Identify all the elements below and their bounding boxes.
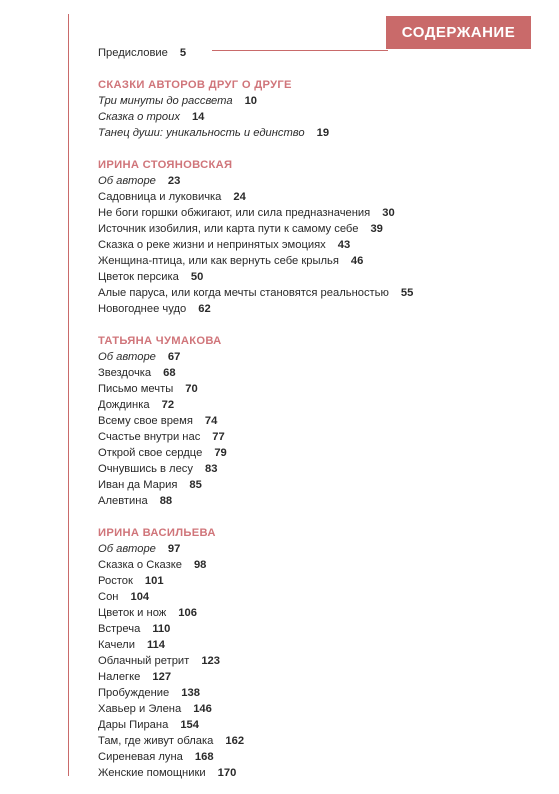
toc-entry-page: 127 <box>152 671 172 683</box>
toc-entry-title: Облачный ретрит <box>98 655 190 667</box>
toc-entry-page: 98 <box>193 559 207 571</box>
toc-entry[interactable] <box>98 541 518 557</box>
toc-entry[interactable] <box>98 413 518 429</box>
toc-entry-title: Источник изобилия, или карта пути к самому себе <box>98 223 359 235</box>
toc-entry[interactable] <box>98 253 518 269</box>
toc-entry[interactable] <box>98 189 518 205</box>
toc-entry-title: Новогоднее чудо <box>98 303 187 315</box>
toc-entry[interactable] <box>98 765 518 781</box>
toc-entry-title: Открой свое сердце <box>98 447 203 459</box>
toc-entry-title: Об авторе <box>98 543 156 555</box>
toc-entry-title: Садовница и луковичка <box>98 191 222 203</box>
toc-entry-title: Иван да Мария <box>98 479 178 491</box>
toc-entry-title: Письмо мечты <box>98 383 174 395</box>
toc-entry-page: 138 <box>181 687 200 699</box>
toc-entry[interactable] <box>98 701 518 717</box>
toc-entry-page: 19 <box>316 127 330 139</box>
toc-entry-title: Женские помощники <box>98 767 206 779</box>
toc-entry[interactable] <box>98 301 518 317</box>
toc-entry[interactable] <box>98 653 518 669</box>
toc-entry[interactable] <box>98 717 518 733</box>
toc-entry-title: Звездочка <box>98 367 152 379</box>
toc-entry-page: 85 <box>189 479 202 491</box>
toc-entry[interactable] <box>98 589 518 605</box>
toc-entry[interactable] <box>98 749 518 765</box>
toc-entry[interactable] <box>98 381 518 397</box>
toc-entry-title: Пробуждение <box>98 687 170 699</box>
toc-entry-page: 62 <box>198 303 211 315</box>
toc-entry-page: 39 <box>370 223 383 235</box>
toc-entry-title: Хавьер и Элена <box>98 703 182 715</box>
section-spacer <box>98 509 518 525</box>
table-of-contents <box>98 45 518 781</box>
toc-entry[interactable] <box>98 173 518 189</box>
toc-entry-title: Сказка о Сказке <box>98 559 182 571</box>
toc-entry-title: Предисловие <box>98 47 168 59</box>
toc-entry[interactable] <box>98 637 518 653</box>
toc-entry-page: 70 <box>185 383 198 395</box>
toc-entry-title: Цветок персика <box>98 271 179 283</box>
toc-entry-title: Алевтина <box>98 495 148 507</box>
toc-entry-title: Дождинка <box>98 399 150 411</box>
contents-title-badge: СОДЕРЖАНИЕ <box>386 16 531 49</box>
toc-entry-page: 114 <box>146 639 166 651</box>
toc-entry[interactable] <box>98 109 518 125</box>
toc-entry-title: Счастье внутри нас <box>98 431 201 443</box>
toc-entry-title: Сказка о троих <box>98 111 180 123</box>
section-spacer <box>98 317 518 333</box>
toc-entry[interactable] <box>98 493 518 509</box>
toc-entry-title: Сиреневая луна <box>98 751 183 763</box>
toc-entry-preface[interactable] <box>98 45 518 61</box>
toc-entry-page: 146 <box>193 703 212 715</box>
toc-entry-page: 5 <box>179 47 187 59</box>
toc-entry[interactable] <box>98 429 518 445</box>
toc-entry-title: Об авторе <box>98 351 156 363</box>
toc-entry-page: 30 <box>382 207 395 219</box>
toc-entry-page: 104 <box>130 591 150 603</box>
toc-entry-page: 24 <box>233 191 246 203</box>
toc-entry[interactable] <box>98 733 518 749</box>
toc-entry-title: Налегке <box>98 671 141 683</box>
toc-entry-page: 10 <box>244 95 258 107</box>
toc-entry-title: Дары Пирана <box>98 719 169 731</box>
toc-entry-title: Сон <box>98 591 119 603</box>
toc-entry-page: 55 <box>400 287 414 299</box>
toc-entry[interactable] <box>98 669 518 685</box>
toc-entry-title: Всему свое время <box>98 415 193 427</box>
toc-entry-page: 168 <box>194 751 214 763</box>
toc-entry-page: 88 <box>159 495 173 507</box>
toc-entry-page: 154 <box>180 719 199 731</box>
toc-entry-title: Женщина-птица, или как вернуть себе крылья <box>98 255 339 267</box>
toc-entry-page: 101 <box>144 575 164 587</box>
toc-entry-page: 77 <box>212 431 225 443</box>
toc-entry-title: Росток <box>98 575 133 587</box>
toc-entry-page: 67 <box>167 351 181 363</box>
toc-entry[interactable] <box>98 477 518 493</box>
toc-entry[interactable] <box>98 605 518 621</box>
section-heading: ИРИНА СТОЯНОВСКАЯ <box>98 159 233 171</box>
toc-entry-page: 170 <box>217 767 237 779</box>
toc-entry[interactable] <box>98 397 518 413</box>
toc-entry[interactable] <box>98 557 518 573</box>
section-heading: ТАТЬЯНА ЧУМАКОВА <box>98 335 222 347</box>
toc-entry-title: Качели <box>98 639 135 651</box>
toc-entry-page: 68 <box>163 367 176 379</box>
toc-entry-page: 79 <box>214 447 227 459</box>
toc-entry[interactable] <box>98 461 518 477</box>
section-spacer <box>98 141 518 157</box>
toc-entry-title: Не боги горшки обжигают, или сила предназначения <box>98 207 371 219</box>
toc-entry-title: Три минуты до рассвета <box>98 95 233 107</box>
toc-entry-title: Об авторе <box>98 175 156 187</box>
toc-entry[interactable] <box>98 365 518 381</box>
toc-entry[interactable] <box>98 269 518 285</box>
toc-entry[interactable] <box>98 285 518 301</box>
section-heading: СКАЗКИ АВТОРОВ ДРУГ О ДРУГЕ <box>98 79 292 91</box>
section-spacer <box>98 61 518 77</box>
toc-entry-title: Танец души: уникальность и единство <box>98 127 305 139</box>
toc-entry-title: Очнувшись в лесу <box>98 463 193 475</box>
toc-entry[interactable] <box>98 221 518 237</box>
toc-entry[interactable] <box>98 125 518 141</box>
toc-entry-title: Алые паруса, или когда мечты становятся реальностью <box>98 287 389 299</box>
toc-entry-page: 74 <box>204 415 218 427</box>
toc-entry-page: 97 <box>167 543 181 555</box>
toc-entry[interactable] <box>98 621 518 637</box>
toc-entry-page: 23 <box>167 175 181 187</box>
toc-entry-title: Там, где живут облака <box>98 735 214 747</box>
toc-entry[interactable] <box>98 349 518 365</box>
toc-entry-page: 106 <box>178 607 197 619</box>
toc-entry[interactable] <box>98 445 518 461</box>
toc-entry-title: Встреча <box>98 623 141 635</box>
toc-entry[interactable] <box>98 205 518 221</box>
toc-entry-page: 46 <box>350 255 364 267</box>
section-heading: ИРИНА ВАСИЛЬЕВА <box>98 527 216 539</box>
toc-entry[interactable] <box>98 93 518 109</box>
toc-entry-page: 50 <box>190 271 204 283</box>
toc-entry[interactable] <box>98 237 518 253</box>
toc-entry-page: 110 <box>152 623 171 635</box>
toc-entry-page: 123 <box>201 655 220 667</box>
toc-entry[interactable] <box>98 685 518 701</box>
toc-entry-page: 162 <box>225 735 245 747</box>
toc-entry-title: Сказка о реке жизни и непринятых эмоциях <box>98 239 326 251</box>
left-margin-rule <box>68 14 69 776</box>
toc-entry-page: 43 <box>337 239 351 251</box>
toc-entry-title: Цветок и нож <box>98 607 167 619</box>
toc-entry-page: 72 <box>161 399 175 411</box>
toc-entry-page: 14 <box>191 111 205 123</box>
toc-entry[interactable] <box>98 573 518 589</box>
toc-entry-page: 83 <box>205 463 218 475</box>
